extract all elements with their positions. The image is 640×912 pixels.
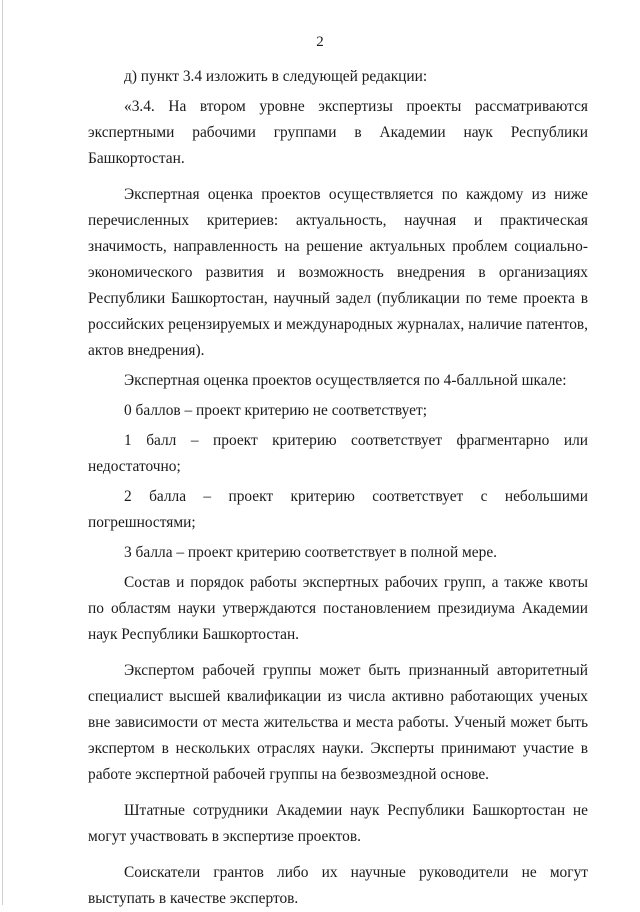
paragraph-clause-3-4: «3.4. На втором уровне экспертизы проекты рассматриваются экспертными рабочими группами в Академии наук Республики Башкортостан. bbox=[88, 98, 588, 167]
page-edge bbox=[2, 0, 3, 905]
paragraph-score-1: 1 балл – проект критерию соответствует фрагментарно или недостаточно; bbox=[88, 432, 588, 475]
paragraph-amendment-intro: д) пункт 3.4 изложить в следующей редакции: bbox=[124, 68, 428, 85]
paragraph-evaluation-criteria: Экспертная оценка проектов осуществляется по каждому из ниже перечисленных критериев: актуальность, научная и практическая значимость, направленность на решение актуальных проблем социально-экономического развития и возможность внедрения в организациях Республики Башкортостан, научный задел (публикации по теме проекта в российских рецензируемых и международных журналах, наличие патентов, актов внедрения). bbox=[88, 186, 588, 359]
paragraph-staff-restriction: Штатные сотрудники Академии наук Республики Башкортостан не могут участвовать в экспертизе проектов. bbox=[88, 802, 588, 845]
paragraph-scale-intro: Экспертная оценка проектов осуществляется по 4-балльной шкале: bbox=[124, 372, 567, 389]
paragraph-applicant-restriction: Соискатели грантов либо их научные руководители не могут выступать в качестве экспертов. bbox=[88, 864, 588, 907]
paragraph-score-0: 0 баллов – проект критерию не соответствует; bbox=[124, 402, 427, 419]
page-number: 2 bbox=[316, 34, 324, 50]
paragraph-groups-composition: Состав и порядок работы экспертных рабочих групп, а также квоты по областям науки утверждаются постановлением президиума Академии наук Республики Башкортостан. bbox=[88, 574, 588, 643]
paragraph-score-2: 2 балла – проект критерию соответствует с небольшими погрешностями; bbox=[88, 488, 588, 531]
document-body bbox=[88, 64, 588, 912]
paragraph-score-3: 3 балла – проект критерию соответствует в полной мере. bbox=[124, 544, 498, 561]
paragraph-expert-qualification: Экспертом рабочей группы может быть признанный авторитетный специалист высшей квалификации из числа активно работающих ученых вне зависимости от места жительства и места работы. Ученый может быть экспертом в нескольких отраслях науки. Эксперты принимают участие в работе экспертной рабочей группы на безвозмездной основе. bbox=[88, 662, 588, 783]
